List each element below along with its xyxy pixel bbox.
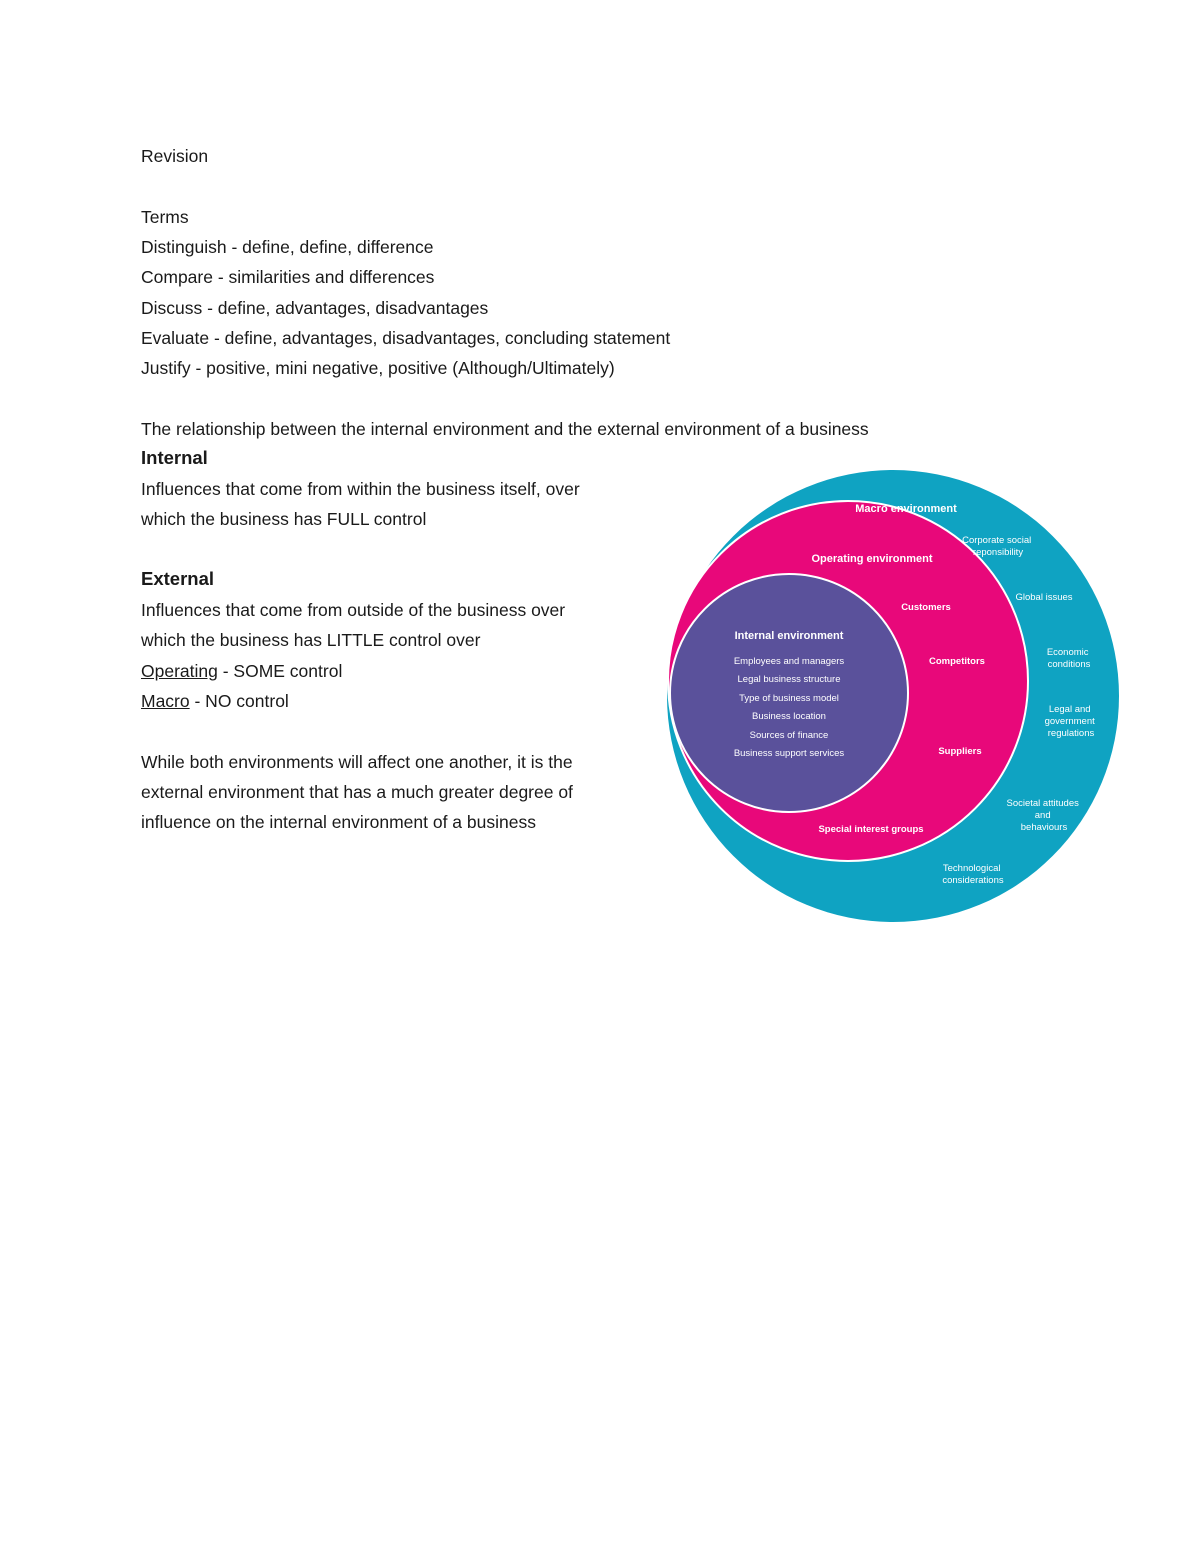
macro-label: Macro [141,691,190,711]
document-title: Revision [141,146,209,166]
internal-item-legal-structure: Legal business structure [737,674,841,685]
internal-line-1: Influences that come from within the business itself, over [141,479,580,499]
internal-item-finance: Sources of finance [749,730,829,741]
macro-item-global: Global issues [1015,592,1073,603]
internal-heading: Internal [141,447,208,468]
operating-item-customers: Customers [901,602,951,613]
macro-item-societal: Societal attitudes and behaviours [1006,798,1079,833]
term-justify: Justify - positive, mini negative, positive (Although/Ultimately) [141,358,615,378]
term-distinguish: Distinguish - define, define, difference [141,237,434,257]
external-line-2: which the business has LITTLE control over [141,630,481,650]
macro-environment-title: Macro environment [855,503,957,515]
internal-item-business-model: Type of business model [739,693,839,704]
macro-item-csr: Corporate social reponsibility [962,535,1032,558]
conclusion-line-3: influence on the internal environment of a business [141,812,536,832]
terms-heading: Terms [141,207,189,227]
relationship-line: The relationship between the internal environment and the external environment of a business [141,419,869,439]
macro-control-line [141,690,289,712]
operating-item-competitors: Competitors [929,656,985,667]
term-evaluate: Evaluate - define, advantages, disadvantages, concluding statement [141,328,671,348]
macro-item-economic: Economic conditions [1046,647,1091,670]
operating-control-line [141,660,342,682]
external-line-1: Influences that come from outside of the business over [141,600,566,620]
operating-environment-title: Operating environment [811,553,933,565]
term-compare: Compare - similarities and differences [141,267,435,287]
operating-label: Operating [141,661,218,681]
internal-item-location: Business location [752,711,826,722]
business-environment-diagram [660,466,1130,926]
internal-item-support-services: Business support services [733,748,845,759]
term-discuss: Discuss - define, advantages, disadvantages [141,298,489,318]
operating-item-suppliers: Suppliers [938,746,982,757]
conclusion-line-2: external environment that has a much greater degree of [141,782,573,802]
macro-item-legal: Legal and government regulations [1044,704,1095,739]
internal-environment-title: Internal environment [734,630,844,642]
internal-item-employees: Employees and managers [733,656,845,667]
conclusion-line-1: While both environments will affect one another, it is the [141,752,573,772]
external-heading: External [141,568,215,589]
macro-control-text: - NO control [189,691,289,711]
internal-line-2: which the business has FULL control [141,509,427,529]
macro-item-technological: Technological considerations [942,863,1004,886]
operating-item-special-interest-groups: Special interest groups [818,824,924,835]
operating-control-text: - SOME control [217,661,343,681]
